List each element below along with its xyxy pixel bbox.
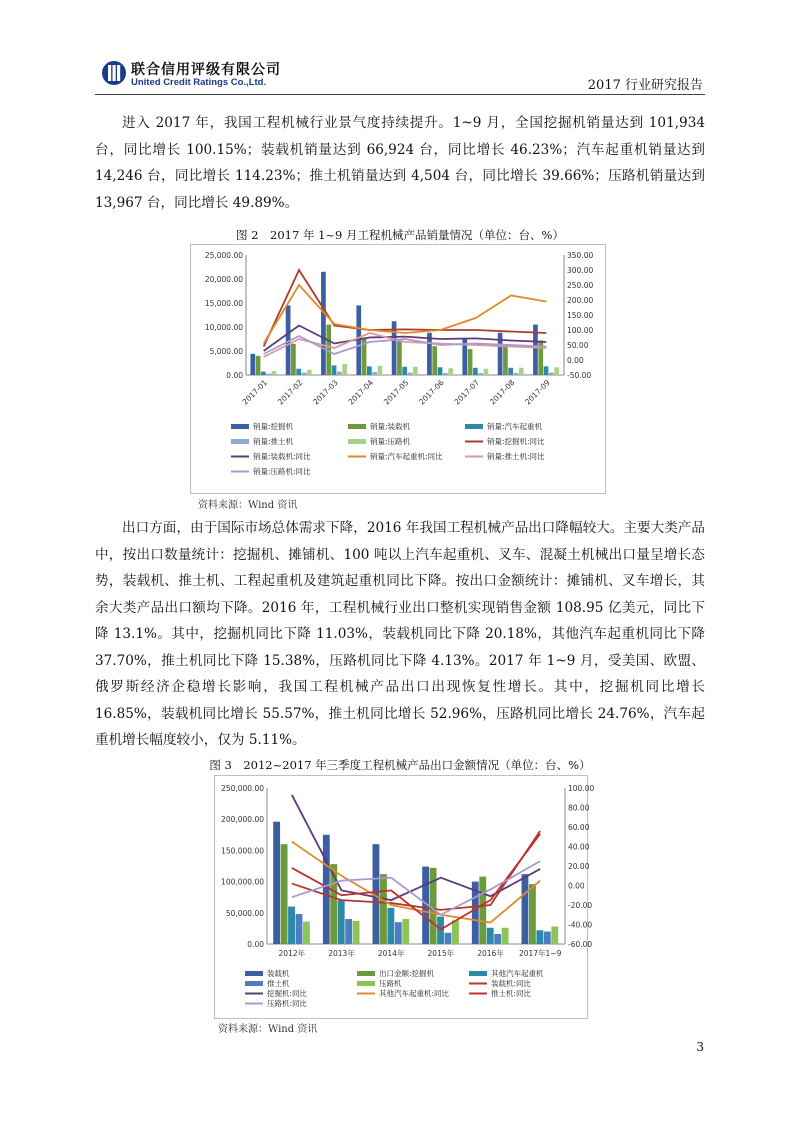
bar-2-4: [452, 920, 459, 944]
x-tick-label: 2017-03: [311, 378, 340, 407]
bar-1-4: [307, 370, 312, 375]
legend-swatch: [348, 439, 366, 444]
legend-label: 销量:压路机:同比: [253, 467, 311, 476]
y2-tick-label: 150.00: [567, 311, 594, 320]
legend-label: 销量:挖掘机:同比: [487, 437, 545, 446]
legend-label: 其他汽车起重机:同比: [379, 989, 450, 998]
y2-tick-label: 200.00: [567, 296, 594, 305]
bar-1-2: [367, 366, 372, 375]
bar-1-4: [342, 364, 347, 375]
legend-label: 销量:装载机:同比: [253, 452, 311, 461]
bar-2-0: [273, 822, 280, 944]
figure2-svg: [191, 245, 605, 493]
bar-2-4: [353, 921, 360, 944]
y2-tick-label: 20.00: [568, 862, 590, 871]
y2-tick-label: -50.00: [567, 371, 592, 380]
figure3-source: 资料来源：Wind 资讯: [218, 1024, 318, 1035]
bar-1-0: [321, 272, 326, 375]
bar-1-3: [408, 373, 413, 375]
legend-swatch: [231, 424, 249, 429]
bar-1-4: [413, 367, 418, 375]
bar-1-3: [514, 373, 519, 375]
y-tick-label: 100,000.00: [221, 877, 264, 887]
legend-label: 销量:推土机:同比: [487, 452, 545, 461]
y2-tick-label: 0.00: [568, 881, 585, 891]
x-tick-label: 2014年: [377, 949, 405, 958]
bar-1-3: [302, 373, 307, 375]
y-tick-label: 20,000.00: [204, 275, 243, 284]
x-tick-label: 2017-08: [487, 378, 517, 407]
bar-2-3: [395, 922, 402, 944]
x-tick-label: 2017-06: [417, 378, 446, 407]
x-tick-label: 2017-05: [381, 378, 411, 407]
bar-1-3: [266, 374, 271, 375]
legend-label: 装载机:同比: [491, 979, 532, 988]
bar-1-4: [554, 367, 559, 375]
y-tick-label: 15,000.00: [204, 299, 243, 308]
bar-2-4: [402, 919, 409, 944]
figure2-caption: 图 2 2017 年 1~9 月工程机械产品销量情况（单位：台、%）: [236, 228, 564, 242]
bar-2-1: [380, 874, 387, 944]
figure2-source: 资料来源：Wind 资讯: [198, 500, 298, 511]
legend-swatch: [469, 971, 487, 976]
legend-label: 其他汽车起重机: [491, 969, 544, 978]
bar-1-1: [291, 344, 296, 375]
bar-2-1: [281, 844, 288, 944]
bar-2-3: [445, 933, 452, 944]
legend-label: 销量:汽车起重机: [487, 422, 543, 431]
y-tick-label: 250,000.00: [221, 784, 264, 793]
y2-tick-label: -20.00: [568, 901, 593, 910]
x-tick-label: 2013年: [328, 949, 355, 958]
bar-1-4: [484, 369, 489, 375]
bar-1-4: [272, 371, 277, 375]
legend-swatch: [245, 971, 263, 976]
legend-swatch: [465, 424, 483, 429]
bar-1-3: [549, 373, 554, 375]
legend-label: 推土机:同比: [491, 989, 532, 998]
bar-1-4: [448, 368, 453, 375]
bar-2-2: [536, 930, 543, 944]
bar-2-2: [387, 908, 394, 944]
x-tick-label: 2017年1~9: [518, 949, 562, 958]
company-logo-icon: [101, 60, 127, 86]
bar-1-2: [438, 367, 443, 375]
bar-2-2: [338, 900, 345, 944]
bar-1-1: [432, 346, 437, 375]
bar-1-2: [473, 368, 478, 375]
y2-tick-label: 80.00: [568, 803, 590, 813]
x-tick-label: 2015年: [427, 949, 455, 958]
bar-2-3: [494, 934, 501, 944]
legend-label: 压路机: [379, 979, 402, 988]
legend-swatch: [231, 439, 249, 444]
y2-tick-label: -40.00: [568, 920, 593, 930]
legend-label: 压路机:同比: [267, 999, 308, 1008]
figure2-chart: [190, 244, 606, 494]
y-tick-label: 50,000.00: [225, 908, 264, 918]
bar-2-3: [345, 919, 352, 944]
legend-label: 装载机: [267, 969, 290, 978]
bar-1-2: [544, 366, 549, 375]
page-number: 3: [696, 1040, 704, 1054]
bar-2-4: [551, 927, 558, 944]
legend-swatch: [348, 424, 366, 429]
bar-1-3: [372, 372, 377, 375]
org-name-en: United Credit Ratings Co.,Ltd.: [131, 77, 267, 88]
bar-1-2: [296, 369, 301, 375]
bar-2-0: [522, 874, 529, 944]
y-tick-label: 5,000.00: [209, 347, 243, 356]
bar-1-2: [261, 372, 266, 375]
x-tick-label: 2017-01: [240, 378, 270, 407]
bar-2-1: [479, 877, 486, 944]
bar-2-2: [487, 928, 494, 944]
paragraph-exports: 出口方面，由于国际市场总体需求下降，2016 年我国工程机械产品出口降幅较大。主要大类产品中，按出口数量统计：挖掘机、摊铺机、100 吨以上汽车起重机、叉车、混凝土机械出口量呈增长态势，装载机、推土机、工程起重机及建筑起重机同比下降。按出口金额统计：摊铺机、叉车增长，其余大类产品出口额均下降。2016 年，工程机械行业出口整机实现销售金额 108.95 亿美元，同比下降 13.1%。其中，挖掘机同比下降 11.03%，装载机同比下降 20.18%，其他汽车起重机同比下降 37.70%，推土机同比下降 15.38%，压路机同比下降 4.13%。2017 年 1~9 月，受美国、欧盟、俄罗斯经济企稳增长影响，我国工程机械产品出口出现恢复性增长。其中，挖掘机同比增长 16.85%，装载机同比增长 55.57%，推土机同比增长 52.96%，压路机同比增长 24.76%，汽车起重机增长幅度较小，仅为 5.11%。: [95, 520, 705, 748]
bar-1-2: [402, 367, 407, 375]
x-tick-label: 2017-07: [452, 378, 482, 407]
legend-swatch: [357, 971, 375, 976]
y-tick-label: 0.00: [226, 371, 243, 380]
bar-1-4: [378, 366, 383, 375]
y2-tick-label: 350.00: [567, 251, 594, 260]
bar-1-1: [397, 341, 402, 375]
x-tick-label: 2012年: [278, 949, 306, 958]
y2-tick-label: 60.00: [568, 823, 590, 832]
legend-label: 推土机: [267, 979, 290, 988]
bar-1-4: [519, 368, 524, 375]
legend-label: 销量:压路机: [370, 437, 411, 446]
y2-tick-label: 250.00: [567, 281, 594, 290]
series-line-1-2: [264, 285, 547, 344]
x-tick-label: 2017-04: [346, 378, 376, 407]
y2-tick-label: 40.00: [568, 842, 590, 852]
legend-swatch: [357, 981, 375, 986]
bar-2-4: [502, 928, 509, 944]
y-tick-label: 10,000.00: [204, 323, 243, 332]
legend-label: 销量:推土机: [253, 437, 294, 446]
bar-1-1: [503, 346, 508, 375]
legend-label: 出口金额:挖掘机: [379, 969, 435, 978]
legend-label: 销量:挖掘机: [253, 422, 294, 431]
bar-2-3: [544, 932, 551, 944]
org-name-cn: 联合信用评级有限公司: [131, 62, 281, 78]
bar-1-2: [332, 365, 337, 375]
bar-1-3: [443, 373, 448, 375]
x-tick-label: 2017-02: [275, 378, 305, 407]
bar-1-3: [478, 373, 483, 375]
bar-1-1: [468, 349, 473, 375]
figure3-svg: [215, 776, 595, 1018]
y2-tick-label: 100.00: [567, 326, 594, 335]
bar-2-0: [323, 835, 330, 944]
bar-1-3: [337, 372, 342, 375]
paragraph-sales: 进入 2017 年，我国工程机械行业景气度持续提升。1~9 月，全国挖掘机销量达到 101,934 台，同比增长 100.15%；装载机销量达到 66,924 台，同比增长 46.23%；汽车起重机销量达到 14,246 台，同比增长 114.23%；推土机销量达到 4,504 台，同比增长 39.66%；压路机销量达到 13,967 台，同比增长 49.89%。: [95, 115, 705, 211]
y-tick-label: 200,000.00: [221, 815, 264, 825]
legend-label: 挖掘机:同比: [267, 989, 308, 998]
y-tick-label: 150,000.00: [221, 846, 264, 856]
page-header: [95, 56, 705, 95]
y-tick-label: 0.00: [247, 940, 264, 949]
bar-2-4: [303, 922, 310, 944]
bar-1-2: [508, 368, 513, 375]
legend-label: 销量:汽车起重机:同比: [370, 452, 443, 461]
figure3-caption: 图 3 2012~2017 年三季度工程机械产品出口金额情况（单位：台、%）: [209, 758, 591, 772]
legend-swatch: [245, 981, 263, 986]
bar-1-0: [250, 354, 255, 375]
x-tick-label: 2017-09: [523, 378, 552, 407]
legend-label: 销量:装载机: [370, 422, 411, 431]
y2-tick-label: -60.00: [568, 940, 593, 949]
figure3-chart: [214, 775, 595, 1019]
y-tick-label: 25,000.00: [204, 251, 243, 260]
report-title: 2017 行业研究报告: [587, 78, 703, 93]
y2-tick-label: 100.00: [568, 784, 595, 793]
bar-2-2: [288, 907, 295, 944]
bar-2-3: [296, 914, 303, 944]
x-tick-label: 2016年: [477, 949, 504, 958]
series-line-1-0: [264, 270, 547, 347]
y2-tick-label: 300.00: [567, 266, 594, 275]
y2-tick-label: 50.00: [567, 341, 589, 350]
y2-tick-label: 0.00: [567, 356, 584, 365]
bar-1-1: [256, 356, 261, 375]
bar-2-1: [529, 884, 536, 944]
